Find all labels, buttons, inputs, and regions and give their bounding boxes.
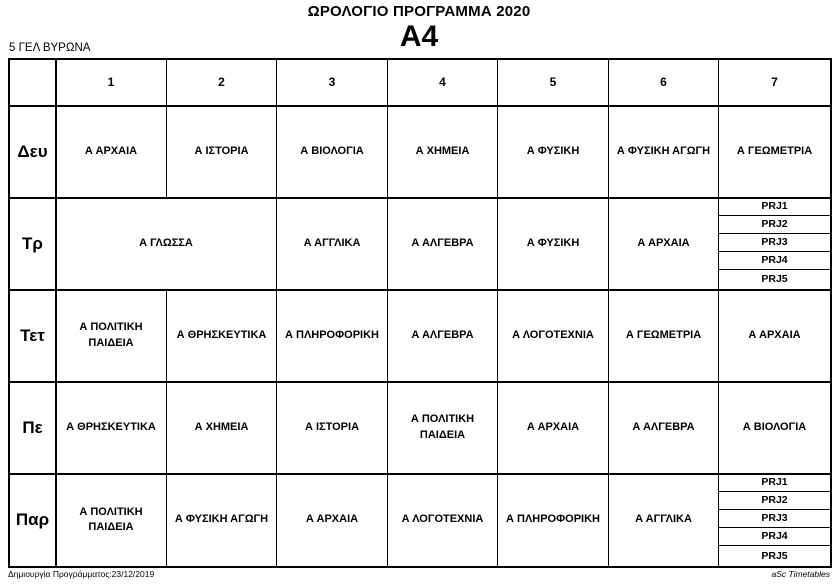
lesson-cell: Α ΦΥΣΙΚΗ ΑΓΩΓΗ <box>609 106 719 198</box>
lesson-cell: Α ΙΣΤΟΡΙΑ <box>277 382 388 474</box>
period-header: 7 <box>719 60 830 106</box>
lesson-cell: Α ΓΕΩΜΕΤΡΙΑ <box>719 106 830 198</box>
period-header: 6 <box>609 60 719 106</box>
day-column-divider <box>55 60 57 566</box>
header-row-divider <box>10 105 830 107</box>
lesson-cell: Α ΠΛΗΡΟΦΟΡΙΚΗ <box>277 290 388 382</box>
lesson-cell: Α ΑΡΧΑΙΑ <box>719 290 830 382</box>
lesson-cell: Α ΓΛΩΣΣΑ <box>56 198 277 290</box>
lesson-cell: Α ΘΡΗΣΚΕΥΤΙΚΑ <box>167 290 277 382</box>
project-label: PRJ3 <box>719 510 830 528</box>
project-label: PRJ4 <box>719 528 830 546</box>
project-cell <box>719 198 830 290</box>
lesson-cell: Α ΑΡΧΑΙΑ <box>277 474 388 566</box>
school-name: 5 ΓΕΛ ΒΥΡΩΝΑ <box>9 42 91 54</box>
lesson-cell: Α ΠΟΛΙΤΙΚΗ ΠΑΙΔΕΙΑ <box>56 290 167 382</box>
lesson-cell: Α ΑΓΓΛΙΚΑ <box>609 474 719 566</box>
lesson-cell: Α ΑΡΧΑΙΑ <box>56 106 167 198</box>
corner-cell <box>10 60 56 106</box>
lesson-cell: Α ΛΟΓΟΤΕΧΝΙΑ <box>498 290 609 382</box>
day-label-friday: Παρ <box>10 474 56 566</box>
period-header: 4 <box>388 60 498 106</box>
lesson-cell: Α ΠΟΛΙΤΙΚΗ ΠΑΙΔΕΙΑ <box>56 474 167 566</box>
project-label: PRJ5 <box>761 549 788 562</box>
project-label: PRJ2 <box>719 492 830 510</box>
project-label: PRJ1 <box>719 198 830 216</box>
lesson-cell: Α ΙΣΤΟΡΙΑ <box>167 106 277 198</box>
lesson-cell: Α ΠΛΗΡΟΦΟΡΙΚΗ <box>498 474 609 566</box>
lesson-cell: Α ΑΡΧΑΙΑ <box>609 198 719 290</box>
creation-date: Δημιουργία Προγράμματος:23/12/2019 <box>8 569 155 579</box>
lesson-cell: Α ΦΥΣΙΚΗ <box>498 106 609 198</box>
project-label: PRJ1 <box>719 474 830 492</box>
lesson-cell: Α ΦΥΣΙΚΗ ΑΓΩΓΗ <box>167 474 277 566</box>
period-header: 2 <box>167 60 277 106</box>
lesson-cell: Α ΧΗΜΕΙΑ <box>388 106 498 198</box>
project-label: PRJ5 <box>761 273 788 286</box>
project-label: PRJ2 <box>719 216 830 234</box>
lesson-cell: Α ΑΛΓΕΒΡΑ <box>388 198 498 290</box>
row-divider <box>10 473 830 475</box>
lesson-cell: Α ΑΛΓΕΒΡΑ <box>388 290 498 382</box>
project-cell <box>719 474 830 566</box>
timetable-grid <box>8 58 832 568</box>
day-label-wednesday: Τετ <box>10 290 56 382</box>
class-name: Α4 <box>399 20 439 53</box>
lesson-cell: Α ΑΡΧΑΙΑ <box>498 382 609 474</box>
row-divider <box>10 289 830 291</box>
project-label: PRJ4 <box>719 252 830 270</box>
lesson-cell: Α ΘΡΗΣΚΕΥΤΙΚΑ <box>56 382 167 474</box>
lesson-cell: Α ΛΟΓΟΤΕΧΝΙΑ <box>388 474 498 566</box>
lesson-cell: Α ΒΙΟΛΟΓΙΑ <box>277 106 388 198</box>
row-divider <box>10 381 830 383</box>
lesson-cell: Α ΓΕΩΜΕΤΡΙΑ <box>609 290 719 382</box>
lesson-cell: Α ΒΙΟΛΟΓΙΑ <box>719 382 830 474</box>
lesson-cell: Α ΧΗΜΕΙΑ <box>167 382 277 474</box>
lesson-cell: Α ΑΛΓΕΒΡΑ <box>609 382 719 474</box>
lesson-cell: Α ΦΥΣΙΚΗ <box>498 198 609 290</box>
lesson-cell: Α ΠΟΛΙΤΙΚΗ ΠΑΙΔΕΙΑ <box>388 382 498 474</box>
period-header: 5 <box>498 60 609 106</box>
project-label: PRJ3 <box>719 234 830 252</box>
period-header: 3 <box>277 60 388 106</box>
timetable-title: ΩΡΟΛΟΓΙΟ ΠΡΟΓΡΑΜΜΑ 2020 <box>307 3 531 20</box>
day-label-tuesday: Τρ <box>10 198 56 290</box>
day-label-thursday: Πε <box>10 382 56 474</box>
day-label-monday: Δευ <box>10 106 56 198</box>
software-credit: aSc Timetables <box>771 569 830 579</box>
period-header: 1 <box>56 60 167 106</box>
row-divider <box>10 197 830 199</box>
lesson-cell: Α ΑΓΓΛΙΚΑ <box>277 198 388 290</box>
